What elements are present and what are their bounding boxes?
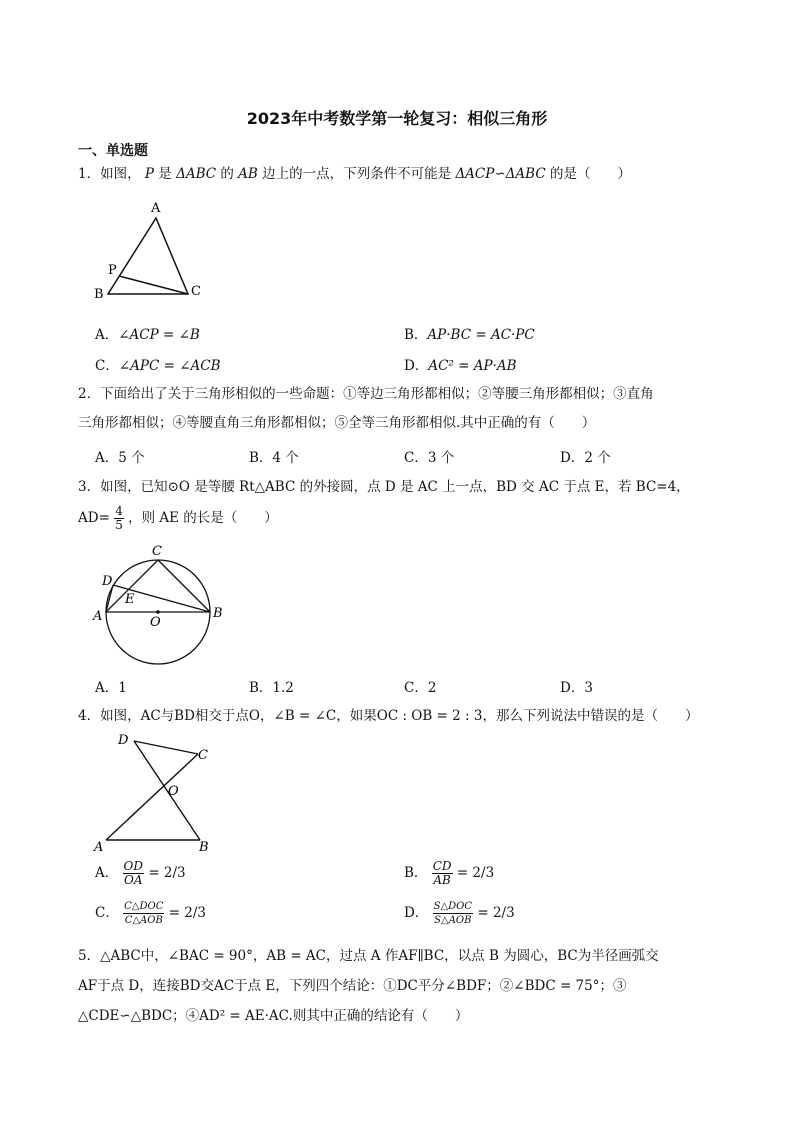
q4-option-b[interactable] <box>404 860 494 887</box>
q4-figure <box>88 728 228 856</box>
option-label: A． <box>95 327 119 343</box>
q4-label-o: O <box>168 784 179 799</box>
option-fraction <box>432 860 453 887</box>
q1-option-c[interactable] <box>95 354 221 374</box>
fraction-numerator: CD <box>432 859 452 873</box>
option-fraction <box>123 860 144 887</box>
option-label: B． <box>404 327 428 343</box>
question-1 <box>78 164 631 184</box>
q2-line-1: 下面给出了关于三角形相似的一些命题：①等边三角形都相似；②等腰三角形都相似；③直角 <box>100 386 654 402</box>
q4-label-b: B <box>199 840 209 855</box>
q1-relation: ΔACP∽ΔABC <box>455 166 546 182</box>
q2-option-c[interactable] <box>404 446 454 466</box>
fraction-denominator: 5 <box>115 518 123 532</box>
q1-option-d[interactable] <box>404 354 517 374</box>
q3-label-d: D <box>102 574 113 589</box>
option-label: A． <box>95 450 119 466</box>
q4-line-1: 如图，AC与BD相交于点O，∠B = ∠C，如果OC : OB = 2 : 3，那么下列说法中错误的是（ ） <box>100 708 699 724</box>
q4-option-c[interactable] <box>95 900 206 927</box>
option-label: A． <box>95 865 119 881</box>
option-fraction <box>123 900 164 927</box>
q1-text-d: 边上的一点，下列条件不可能是 <box>262 166 452 182</box>
q3-label-a: A <box>93 609 103 624</box>
option-label: D． <box>560 450 585 466</box>
q3-label-c: C <box>152 544 162 559</box>
q4-segment-dc <box>134 741 198 754</box>
q4-label-a: A <box>94 840 104 855</box>
q1-point-p: P <box>144 166 154 182</box>
q3-option-b[interactable] <box>249 676 294 696</box>
option-label: C． <box>95 905 119 921</box>
q3-number: 3． <box>78 479 101 495</box>
q1-figure <box>88 198 218 306</box>
option-text: 4 个 <box>272 450 299 466</box>
option-text: 1.2 <box>272 680 294 696</box>
q3-label-o: O <box>150 615 161 630</box>
q3-tail: ，则 AE 的长是（ ） <box>128 510 278 526</box>
q5-number: 5． <box>78 948 101 964</box>
q1-triangle-shape <box>108 218 188 294</box>
q1-option-a[interactable] <box>95 323 200 343</box>
q5-line-1: △ABC中，∠BAC = 90°，AB = AC，过点 A 作AF∥BC，以点 B 为圆心，BC为半径画弧交 <box>100 948 659 964</box>
q3-ad-label: AD= <box>78 510 110 526</box>
q2-option-b[interactable] <box>249 446 299 466</box>
option-value: = 2/3 <box>456 865 495 881</box>
option-fraction <box>433 900 473 927</box>
option-label: A． <box>95 680 119 696</box>
option-value: = 2/3 <box>477 905 515 921</box>
option-text: 2 个 <box>584 450 611 466</box>
page-title: 2023年中考数学第一轮复习：相似三角形 <box>246 109 548 128</box>
q1-triangle: ΔABC <box>176 166 217 182</box>
fraction-numerator: 4 <box>115 504 123 518</box>
fraction-numerator: S△DOC <box>433 901 473 912</box>
q1-text-c: 的 <box>220 166 234 182</box>
fraction-numerator: OD <box>123 859 144 873</box>
section-heading: 一、单选题 <box>78 143 148 159</box>
option-text: 3 <box>584 680 593 696</box>
option-text: AC² = AP·AB <box>428 358 517 374</box>
q3-option-a[interactable] <box>95 676 127 696</box>
q1-label-p: P <box>108 263 117 278</box>
q4-number: 4． <box>78 708 101 724</box>
fraction-numerator: C△DOC <box>124 901 164 912</box>
q1-text-a: 如图， <box>100 166 141 182</box>
q1-segment-pc <box>119 276 188 294</box>
q1-text-e: 的是（ ） <box>549 166 631 182</box>
q1-segment: AB <box>238 166 258 182</box>
q1-label-b: B <box>94 287 104 302</box>
q5-line-2: AF于点 D，连接BD交AC于点 E，下列四个结论：①DC平分∠BDF；②∠BDC = 75°；③ <box>78 978 627 994</box>
option-value: = 2/3 <box>168 905 206 921</box>
option-text: ∠APC = ∠ACB <box>118 358 221 374</box>
option-label: B． <box>249 680 273 696</box>
option-label: B． <box>249 450 273 466</box>
question-4 <box>78 706 698 726</box>
q1-label-a: A <box>151 201 161 216</box>
fraction-denominator: OA <box>124 873 143 887</box>
q3-option-c[interactable] <box>404 676 436 696</box>
question-5 <box>78 946 659 966</box>
q5-line-3: △CDE∽△BDC；④AD² = AE·AC.则其中正确的结论有（ ） <box>78 1008 469 1024</box>
q4-segment-db <box>134 741 200 840</box>
q3-line-2 <box>78 505 278 532</box>
option-text: 2 <box>427 680 437 696</box>
option-label: C． <box>404 680 428 696</box>
question-3 <box>78 477 690 497</box>
option-value: = 2/3 <box>148 865 186 881</box>
fraction-denominator: S△AOB <box>434 915 472 926</box>
option-text: AP·BC = AC·PC <box>427 327 535 343</box>
q3-figure <box>88 540 228 670</box>
option-text: ∠ACP = ∠B <box>118 327 200 343</box>
q3-center-dot <box>156 610 160 614</box>
q3-fraction <box>114 505 124 532</box>
q3-label-b: B <box>213 606 223 621</box>
q4-label-d: D <box>118 733 129 748</box>
q3-label-e: E <box>125 592 135 607</box>
q2-option-d[interactable] <box>560 446 611 466</box>
option-text: 1 <box>118 680 127 696</box>
option-label: B． <box>404 865 428 881</box>
q3-line-1: 如图，已知⊙O 是等腰 Rt△ABC 的外接圆，点 D 是 AC 上一点，BD 交 AC 于点 E，若 BC=4， <box>100 479 690 495</box>
q4-option-a[interactable] <box>95 860 186 887</box>
option-text: 5 个 <box>118 450 145 466</box>
option-label: D． <box>560 680 585 696</box>
option-text: 3 个 <box>427 450 455 466</box>
option-label: C． <box>95 358 119 374</box>
q2-line-2: 三角形都相似；④等腰直角三角形都相似；⑤全等三角形都相似.其中正确的有（ ） <box>78 415 596 431</box>
fraction-denominator: C△AOB <box>124 915 163 926</box>
option-label: D． <box>404 358 429 374</box>
q2-number: 2． <box>78 386 101 402</box>
option-label: C． <box>404 450 428 466</box>
q4-option-d[interactable] <box>404 900 515 927</box>
question-2 <box>78 384 654 404</box>
q3-option-d[interactable] <box>560 676 593 696</box>
option-label: D． <box>404 905 429 921</box>
q4-label-c: C <box>198 748 208 763</box>
q1-text-b: 是 <box>158 166 172 182</box>
fraction-denominator: AB <box>433 873 451 887</box>
q2-option-a[interactable] <box>95 446 145 466</box>
q1-label-c: C <box>191 284 201 299</box>
q1-number: 1． <box>78 166 101 182</box>
q1-option-b[interactable] <box>404 323 535 343</box>
